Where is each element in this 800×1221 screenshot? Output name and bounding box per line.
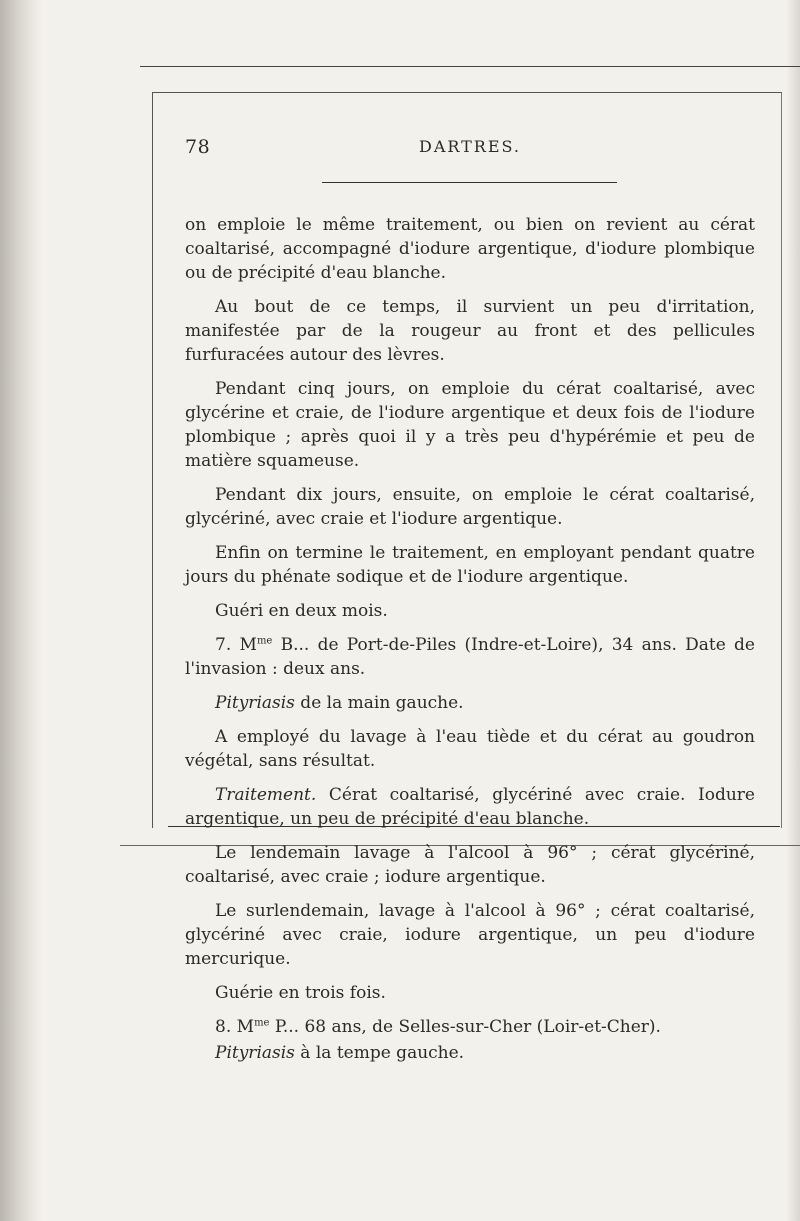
paragraph: Pendant dix jours, ensuite, on emploie le cérat coaltarisé, glycériné, avec craie et l'iodure argentique. [185,485,755,529]
page-header [185,136,755,160]
diagnosis-rest: à la tempe gauche. [294,1043,465,1063]
diagnosis-label: Pityriasis [215,693,295,713]
case-7-heading [185,633,755,681]
paragraph: Guérie en trois fois. [215,983,386,1003]
paragraph: on emploie le même traitement, ou bien on revient au cérat coaltarisé, accompagné d'iodure argentique, d'iodure plombique ou de précipité d'eau blanche. [185,215,755,283]
case-title: M [236,1017,255,1037]
page-binding-shadow [0,0,42,1221]
paragraph: Le lendemain lavage à l'alcool à 96° ; cérat glycériné, coaltarisé, avec craie ; iodure argentique. [185,843,755,887]
diagnosis [185,1041,755,1065]
case-description: B... de Port-de-Piles (Indre-et-Loire), 34 ans. Date de l'invasion : deux ans. [185,635,755,679]
case-number: 8. [215,1017,232,1037]
case-title-sup: me [256,635,273,647]
diagnosis-label: Pityriasis [215,1043,295,1063]
body-text [185,213,755,1075]
treatment-rest: Cérat coaltarisé, glycériné avec craie. Iodure argentique, un peu de précipité d'eau blanche. [185,785,755,829]
case-title: M [239,635,257,655]
paragraph: Au bout de ce temps, il survient un peu d'irritation, manifestée par de la rougeur au front et des pellicules furfuracées autour des lèvres. [185,297,755,365]
treatment [185,783,755,831]
paragraph: Guéri en deux mois. [215,601,388,621]
page-right-edge [786,0,800,1221]
header-rule [322,182,617,183]
paragraph: Le surlendemain, lavage à l'alcool à 96° ; cérat coaltarisé, glycériné avec craie, iodure argentique, un peu d'iodure mercurique. [185,901,755,969]
paragraph: Pendant cinq jours, on emploie du cérat coaltarisé, avec glycérine et craie, de l'iodure argentique et deux fois de l'iodure plombique ; après quoi il y a très peu d'hypérémie et peu de matière squameuse. [185,379,755,471]
case-title-sup: me [254,1017,270,1029]
running-title: DARTRES. [418,137,522,156]
treatment-label: Traitement. [215,785,317,805]
paragraph: Enfin on termine le traitement, en employant pendant quatre jours du phénate sodique et de l'iodure argentique. [185,543,755,587]
paragraph: A employé du lavage à l'eau tiède et du cérat au goudron végétal, sans résultat. [185,727,755,771]
case-8-heading [185,1015,755,1039]
case-description: P... 68 ans, de Selles-sur-Cher (Loir-et-Cher). [269,1017,661,1037]
case-number: 7. [215,635,232,655]
diagnosis-rest: de la main gauche. [294,693,464,713]
diagnosis [185,691,755,715]
top-rule [140,66,800,67]
page-number: 78 [185,136,211,158]
